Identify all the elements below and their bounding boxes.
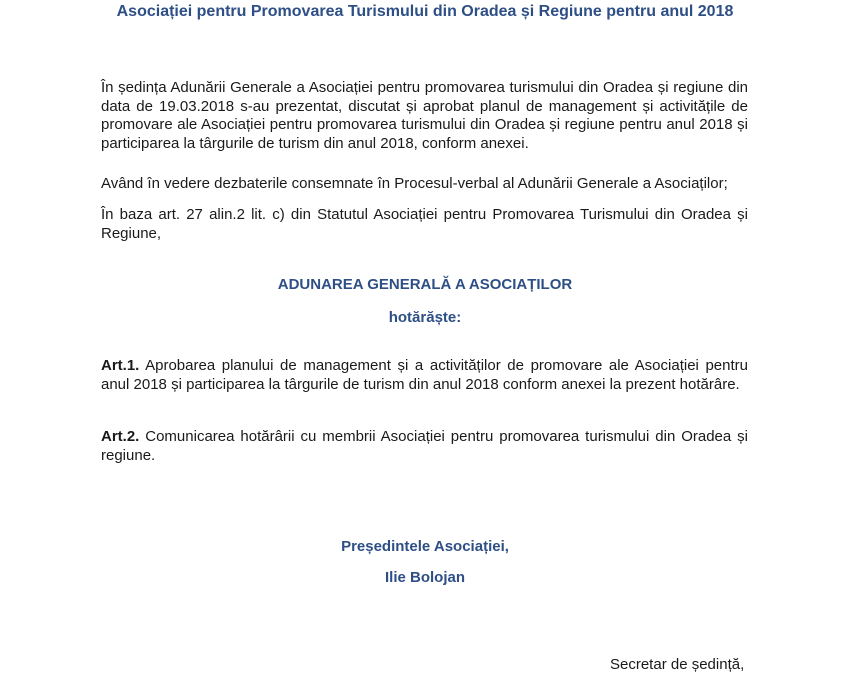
legal-basis-paragraph: În baza art. 27 alin.2 lit. c) din Statutul Asociației pentru Promovarea Turismului din Oradea și Regiune, <box>101 206 748 242</box>
article-1-text: Aprobarea planului de management și a activităților de promovare ale Asociației pentru anul 2018 și participarea la târgurile de turism din anul 2018 conform anexei la prezent hotărâre. <box>101 357 748 393</box>
assembly-heading: ADUNAREA GENERALĂ A ASOCIAȚILOR <box>277 276 573 293</box>
article-2-label: Art.2. <box>101 428 140 445</box>
intro-paragraph: În ședința Adunării Generale a Asociației pentru promovarea turismului din Oradea și regiune din data de 19.03.2018 s-au prezentat, discutat și aprobat planul de management și activitățile de promovare ale Asociației pentru promovarea turismului din Oradea și regiune pentru anul 2018 și participarea la târgurile de turism din anul 2018, conform anexei. <box>101 79 748 152</box>
article-1-label: Art.1. <box>101 357 140 374</box>
document-title: Asociației pentru Promovarea Turismului din Oradea și Regiune pentru anul 2018 <box>116 3 734 20</box>
decides-heading: hotărăște: <box>388 309 462 326</box>
article-2-text: Comunicarea hotărârii cu membrii Asociației pentru promovarea turismului din Oradea și regiune. <box>101 428 748 464</box>
secretary-label: Secretar de ședință, <box>610 656 745 673</box>
article-2 <box>101 428 748 465</box>
president-title: Președintele Asociației, <box>341 538 509 555</box>
president-name: Ilie Bolojan <box>384 569 465 586</box>
considering-paragraph: Având în vedere dezbaterile consemnate în Procesul-verbal al Adunării Generale a Asociaților; <box>101 175 728 192</box>
article-1 <box>101 357 748 394</box>
